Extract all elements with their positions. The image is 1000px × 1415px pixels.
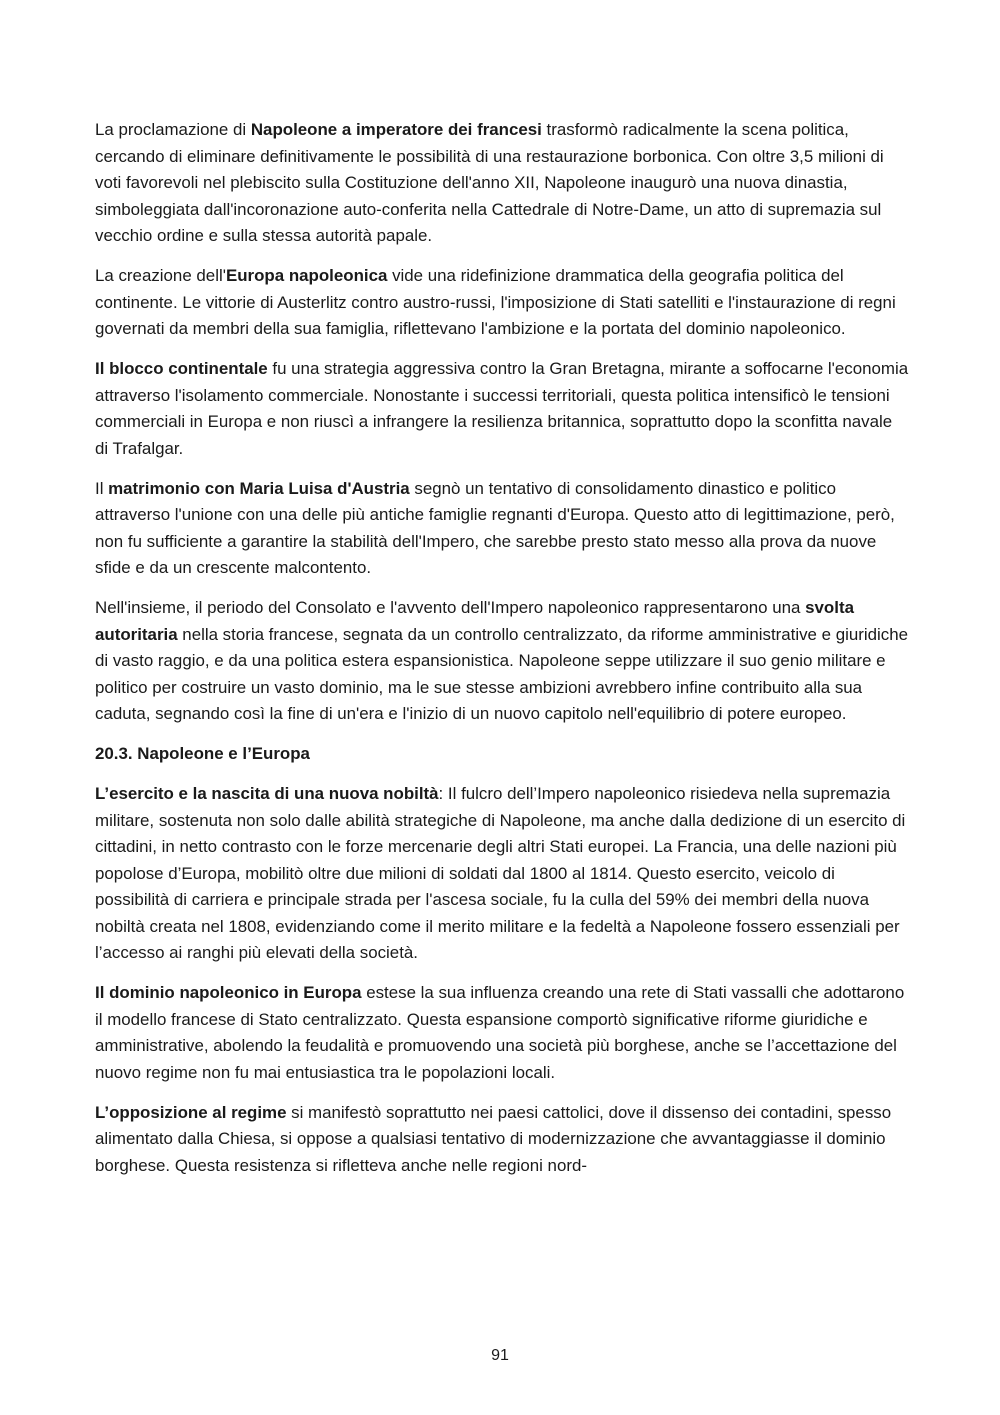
page-body <box>95 117 909 1193</box>
paragraph-text: vide una ridefinizione drammatica della geografia politica del continente. Le vittorie di Austerlitz contro austro-russi, l'imposizione di Stati satelliti e l'instaurazione di regni governati da membri della sua famiglia, riflettevano l'ambizione e la portata del dominio napoleonico. <box>95 266 896 338</box>
paragraph-text: nella storia francese, segnata da un controllo centralizzato, da riforme amministrative e giuridiche di vasto raggio, e da una politica estera espansionistica. Napoleone seppe utilizzare il suo genio militare e politico per costruire un vasto dominio, ma le sue stesse ambizioni avrebbero infine contribuito alla sua caduta, segnando così la fine di un'era e l'inizio di un nuovo capitolo nell'equilibrio di potere europeo. <box>95 624 909 723</box>
paragraph-svolta-autoritaria <box>95 595 909 728</box>
paragraph-bold-term: Il blocco continentale <box>95 359 268 378</box>
paragraph-lead: Nell'insieme, il periodo del Consolato e l'avvento dell'Impero napoleonico rappresentarono una <box>95 598 806 617</box>
paragraph-proclamazione <box>95 117 909 250</box>
paragraph-bold-term: Il dominio napoleonico in Europa <box>95 983 362 1002</box>
paragraph-lead: Il <box>95 478 109 498</box>
paragraph-bold-term: svolta autoritaria <box>95 598 854 644</box>
paragraph-bold-term: L’esercito e la nascita di una nuova nobiltà <box>95 784 439 803</box>
paragraph-dominio <box>95 980 909 1086</box>
paragraph-bold-term: Europa napoleonica <box>225 266 388 285</box>
paragraph-bold-term: matrimonio con Maria Luisa d'Austria <box>108 478 410 498</box>
paragraph-bold-term: Napoleone a imperatore dei francesi <box>250 120 542 139</box>
paragraph-blocco-continentale <box>95 356 909 462</box>
paragraph-lead: La creazione dell' <box>95 266 226 285</box>
paragraph-europa-napoleonica <box>95 263 909 343</box>
paragraph-text: segnò un tentativo di consolidamento dinastico e politico attraverso l'unione con una delle più antiche famiglie regnanti d'Europa. Questo atto di legittimazione, però, non fu sufficiente a garantire la stabilità dell'Impero, che sarebbe presto stato messo alla prova da nuove sfide e da un crescente malcontento. <box>95 478 895 577</box>
paragraph-text: fu una strategia aggressiva contro la Gran Bretagna, mirante a soffocarne l'economia attraverso l'isolamento commerciale. Nonostante i successi territoriali, questa politica intensificò le tensioni commerciali in Europa e non riuscì a infrangere la resilienza britannica, soprattutto dopo la sconfitta navale di Trafalgar. <box>95 359 909 458</box>
paragraph-text: trasformò radicalmente la scena politica, cercando di eliminare definitivamente le possibilità di una restaurazione borbonica. Con oltre 3,5 milioni di voti favorevoli nel plebiscito sulla Costituzione dell'anno XII, Napoleone inaugurò una nuova dinastia, simboleggiata dall'incoronazione auto-conferita nella Cattedrale di Notre-Dame, un atto di supremazia sul vecchio ordine e sulla stessa autorità papale. <box>95 120 884 245</box>
paragraph-text: estese la sua influenza creando una rete di Stati vassalli che adottarono il modello francese di Stato centralizzato. Questa espansione comportò significative riforme giuridiche e amministrative, abolendo la feudalità e promuovendo una società più borghese, anche se l’accettazione del nuovo regime non fu mai entusiastica tra le popolazioni locali. <box>95 983 905 1082</box>
paragraph-matrimonio <box>95 476 909 582</box>
paragraph-opposizione <box>95 1100 909 1180</box>
paragraph-text: si manifestò soprattutto nei paesi cattolici, dove il dissenso dei contadini, spesso alimentato dalla Chiesa, si oppose a qualsiasi tentativo di modernizzazione che avvantaggiasse il dominio borghese. Questa resistenza si rifletteva anche nelle regioni nord- <box>95 1102 892 1175</box>
paragraph-text: : Il fulcro dell’Impero napoleonico risiedeva nella supremazia militare, sostenuta non solo dalle abilità strategiche di Napoleone, ma anche dalla dedizione di un esercito di cittadini, in netto contrasto con le forze mercenarie degli altri Stati europei. La Francia, una delle nazioni più popolose d’Europa, mobilitò oltre due milioni di soldati dal 1800 al 1814. Questo esercito, veicolo di possibilità di carriera e principale strada per l'ascesa sociale, fu la culla del 59% dei membri della nuova nobiltà creata nel 1808, evidenziando come il merito militare e la fedeltà a Napoleone fossero essenziali per l’accesso ai ranghi più elevati della società. <box>95 784 906 962</box>
paragraph-bold-term: L’opposizione al regime <box>95 1102 287 1122</box>
section-heading: 20.3. Napoleone e l’Europa <box>95 744 310 763</box>
paragraph-lead: La proclamazione di <box>95 120 251 139</box>
paragraph-esercito <box>95 781 909 967</box>
page-number: 91 <box>491 1347 509 1364</box>
